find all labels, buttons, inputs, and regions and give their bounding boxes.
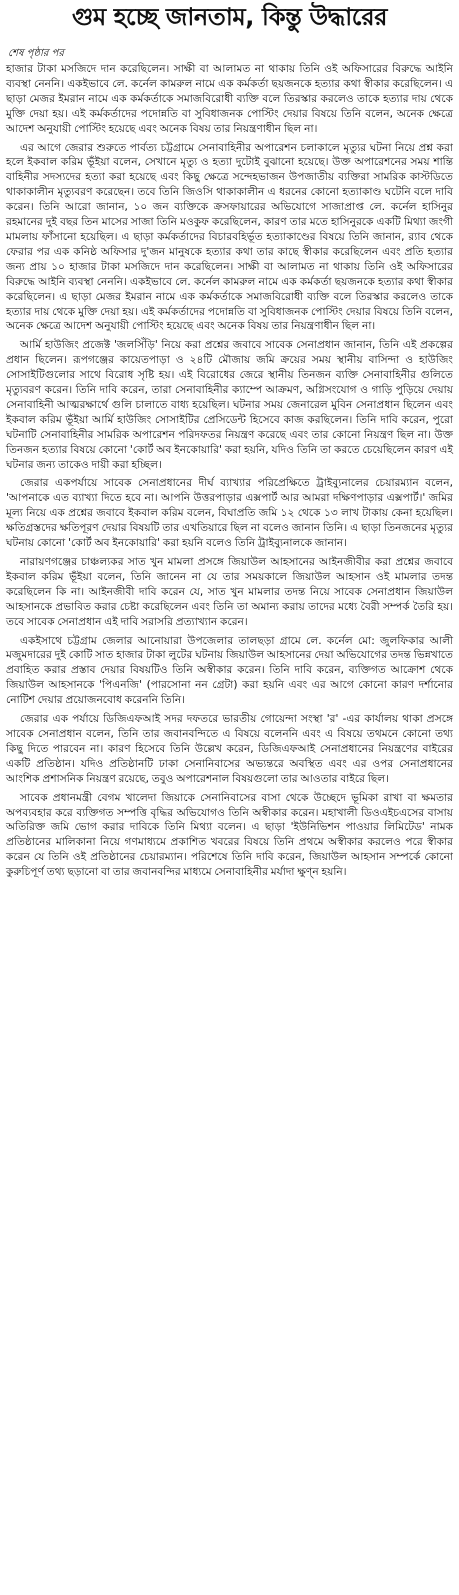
article-paragraph: একইসাথে চট্টগ্রাম জেলার আনোয়ারা উপজেলার তালছড়া গ্রামে লে. কর্নেল মো: জুলফিকার আলী মজুমদারের দুই কোটি সাত হাজার টাকা লুটের ঘটনায় জিয়াউল আহসানের দেয়া অভিযোগের তদন্ত ভিন্নখাতে প্রবাহিত করার প্রস্তাব দেয়ার বিষয়টিও তিনি অস্বীকার করেন। তিনি দাবি করেন, ব্যক্তিগত আক্রোশ থেকে জিয়াউল আহসানকে 'পিএনজি' (পারসোনা নন গ্রেটা) করা হয়নি এবং এর আগে কোনো কারণ দর্শানোর নোটিশ দেয়ার প্রয়োজনবোধ করেননি তিনি।	[6, 634, 453, 707]
continued-from-label: শেষ পৃষ্ঠার পর	[8, 48, 64, 59]
article-paragraph: নারায়ণগঞ্জের চাঞ্চল্যকর সাত খুন মামলা প্রসঙ্গে জিয়াউল আহসানের আইনজীবীর করা প্রশ্নের জবাবে ইকবাল করিম ভূঁইয়া বলেন, তিনি জানেন না যে তার সময়কালে জিয়াউল আহসান ওই মামলার তদন্ত করেছিলেন কি না। আইনজীবী দাবি করেন যে, সাত খুন মামলার তদন্ত নিয়ে সাবেক সেনাপ্রধান জিয়াউল আহসানকে প্রভাবিত করার চেষ্টা করেছিলেন এবং তিনি তা অমান্য করায় তাদের মধ্যে বৈরী সম্পর্ক তৈরি হয়। তবে সাবেক সেনাপ্রধান এই দাবি সরাসরি প্রত্যাখ্যান করেন।	[6, 556, 453, 628]
news-clipping	[0, 2, 459, 1595]
article-paragraph: সাবেক প্রধানমন্ত্রী বেগম খালেদা জিয়াকে সেনানিবাসের বাসা থেকে উচ্ছেদে ভূমিকা রাখা বা ক্ষমতার অপব্যবহার করে ব্যক্তিগত সম্পত্তি বৃদ্ধির অভিযোগও তিনি অস্বীকার করেন। মহাখালী ডিওএইচএসের বাসায় অতিরিক্ত জমি ভোগ করার দাবিকে তিনি মিথ্যা বলেন। এ ছাড়া 'ইউনিভিশন পাওয়ার লিমিটেড' নামক প্রতিষ্ঠানের মালিকানা নিয়ে গণমাধ্যমে প্রকাশিত খবরের বিষয়ে তিনি প্রথমে অস্বীকার করলেও পরে স্বীকার করেন যে তিনি ওই প্রতিষ্ঠানের চেয়ারম্যান। পরিশেষে তিনি দাবি করেন, জিয়াউল আহসান সম্পর্কে কোনো কুরুচিপূর্ণ তথ্য ছড়ানো বা তার জবানবন্দির মাধ্যমে সেনাবাহিনীর মর্যাদা ক্ষুণ্ন হয়নি।	[6, 791, 453, 879]
article-paragraph: এর আগে জেরার শুরুতে পার্বত্য চট্টগ্রামে সেনাবাহিনীর অপারেশন চলাকালে মৃত্যুর ঘটনা নিয়ে প্রশ্ন করা হলে ইকবাল করিম ভূঁইয়া বলেন, সেখানে মৃত্যু ও হত্যা দুটোই বুঝানো হয়েছে। উক্ত অপারেশনের সময় শান্তি বাহিনীর সদস্যদের হত্যা করা হয়েছে এবং কিছু ক্ষেত্রে সন্দেহভাজন উপজাতীয় ব্যক্তিরা সামরিক কাস্টডিতে থাকাকালীন মৃত্যুবরণ করেছেন। তবে তিনি জিওসি থাকাকালীন এ ধরনের কোনো হত্যাকাণ্ড ঘটেনি বলে দাবি করেন। তিনি আরো জানান, ১০ জন ব্যক্তিকে ক্রসফায়ারের অভিযোগে সাজাপ্রাপ্ত লে. কর্নেল হাসিনুর রহমানের দুই বছর তিন মাসের সাজা তিনি মওকুফ করেছিলেন, কারণ তার মতে হাসিনুরকে একটি মিথ্যা জংগী মামলায় ফাঁসানো হয়েছিল। এ ছাড়া কর্মকর্তাদের বিচারবহির্ভূত হত্যাকাণ্ডের বিষয়ে তিনি জানান, র‍্যাব থেকে ফেরার পর এক কনিষ্ঠ অফিসার দু'জন মানুষকে হত্যার কথা তার কাছে স্বীকার করেছিলেন এবং প্রতি হত্যার জন্য প্রায় ১০ হাজার টাকা মসজিদে দান করেছিলেন। সাক্ষী বা আলামত না থাকায় তিনি ওই অফিসারের বিরুদ্ধে আইনি ব্যবস্থা নেননি। একইভাবে লে. কর্নেল কামরুল নামে এক কর্মকর্তা ছয়জনকে হত্যার কথা স্বীকার করেছিলেন। এ ছাড়া মেজর ইমরান নামে এক কর্মকর্তাকে সমাজবিরোধী ব্যক্তি বলে তিরস্কার করলেও তাকে হত্যার দায় থেকে মুক্তি দেয়া হয়। এই কর্মকর্তাদের পদোন্নতি বা সুবিধাজনক পোস্টিং দেয়ার বিষয়ে তিনি বলেন, অনেক ক্ষেত্রে আদেশ অনুযায়ী পোস্টিং হয়েছে এবং অনেক বিষয় তার নিয়ন্ত্রণাধীন ছিল না।	[6, 141, 453, 333]
article-paragraph: জেরার একপর্যায়ে সাবেক সেনাপ্রধানের দীর্ঘ ব্যাখ্যার পরিপ্রেক্ষিতে ট্রাইব্যুনালের চেয়ারম্যান বলেন, 'আপনাকে এত ব্যাখ্যা দিতে হবে না। আপনি উত্তরপাড়ার এক্সপার্ট আর আমরা দক্ষিণপাড়ার এক্সপার্ট।' জমির মূল্য নিয়ে এক প্রশ্নের জবাবে ইকবাল করিম বলেন, বিঘাপ্রতি জমি ১২ থেকে ১৩ লাখ টাকায় কেনা হয়েছিল। ক্ষতিগ্রস্তদের ক্ষতিপূরণ দেয়ার বিষয়টি তার এখতিয়ারে ছিল না বলেও জানান তিনি। এ ছাড়া তিনজনের মৃত্যুর ঘটনায় কোনো 'কোর্ট অব ইনকোয়ারি' করা হয়নি বলেও তিনি ট্রাইব্যুনালকে জানান।	[6, 477, 453, 550]
article-paragraph: আর্মি হাউজিং প্রজেক্ট 'জলসিঁড়ি' নিয়ে করা প্রশ্নের জবাবে সাবেক সেনাপ্রধান জানান, তিনি এই প্রকল্পের প্রধান ছিলেন। রূপগঞ্জের কায়েতপাড়া ও ২৪টি মৌজায় জমি ক্রয়ের সময় স্থানীয় বাসিন্দা ও হাউজিং সোসাইটিগুলোর সাথে বিরোধ সৃষ্টি হয়। এই বিরোধের জেরে স্থানীয় তিনজন ব্যক্তি সেনাবাহিনীর গুলিতে মৃত্যুবরণ করেন। তিনি দাবি করেন, তারা সেনাবাহিনীর ক্যাম্পে আক্রমণ, অগ্নিসংযোগ ও গাড়ি পুড়িয়ে দেয়ায় সেনাবাহিনী আত্মরক্ষার্থে গুলি চালাতে বাধ্য হয়েছিল। ঘটনার সময় জেনারেল মুবিন সেনাপ্রধান ছিলেন এবং ইকবাল করিম ভূঁইয়া আর্মি হাউজিং সোসাইটির প্রেসিডেন্ট হিসেবে কাজ করছিলেন। তিনি দাবি করেন, পুরো ঘটনাটি সেনাবাহিনীর সামরিক অপারেশন পরিদফতর নিয়ন্ত্রণ করেছে এবং তার কোনো নিয়ন্ত্রণ ছিল না। উক্ত তিনজন হত্যার বিষয়ে কোনো 'কোর্ট অব ইনকোয়ারি' করা হয়নি, যদিও তিনি তা করতে চেয়েছিলেন কারণ এই ঘটনার জন্য তাকেও দায়ী করা হচ্ছিল।	[6, 339, 453, 471]
headline: গুম হচ্ছে জানতাম, কিন্তু উদ্ধারের	[71, 3, 388, 31]
article-paragraph: হাজার টাকা মসজিদে দান করেছিলেন। সাক্ষী বা আলামত না থাকায় তিনি ওই অফিসারের বিরুদ্ধে আইনি ব্যবস্থা নেননি। একইভাবে লে. কর্নেল কামরুল নামে এক কর্মকর্তা ছয়জনকে হত্যার কথা স্বীকার করেছিলেন। এ ছাড়া মেজর ইমরান নামে এক কর্মকর্তাকে সমাজবিরোধী ব্যক্তি বলে তিরস্কার করলেও তাকে হত্যার দায় থেকে মুক্তি দেয়া হয়। এই কর্মকর্তাদের পদোন্নতি বা সুবিধাজনক পোস্টিং দেয়ার বিষয়ে তিনি বলেন, অনেক ক্ষেত্রে আদেশ অনুযায়ী পোস্টিং হয়েছে এবং অনেক বিষয় তার নিয়ন্ত্রণাধীন ছিল না।	[6, 63, 453, 135]
article-body	[6, 62, 453, 880]
article-paragraph: জেরার এক পর্যায়ে ডিজিএফআই সদর দফতরে ভারতীয় গোয়েন্দা সংস্থা 'র' -এর কার্যালয় থাকা প্রসঙ্গে সাবেক সেনাপ্রধান বলেন, তিনি তার জবানবন্দিতে এ বিষয়ে বলেননি এবং এ বিষয়ে তথমনে কোনো তথ্য কিছু দিতে পারবেন না। কারণ হিসেবে তিনি উল্লেখ করেন, ডিজিএফআই সেনাপ্রধানের নিয়ন্ত্রণের বাইরের একটি প্রতিষ্ঠান। যদিও প্রতিষ্ঠানটি ঢাকা সেনানিবাসের অভ্যন্তরে অবস্থিত এবং এর ওপর সেনাপ্রধানের আংশিক প্রশাসনিক নিয়ন্ত্রণ রয়েছে, তবুও অপারেশনাল বিষয়গুলো তার আওতার বাইরে ছিল।	[6, 713, 453, 785]
